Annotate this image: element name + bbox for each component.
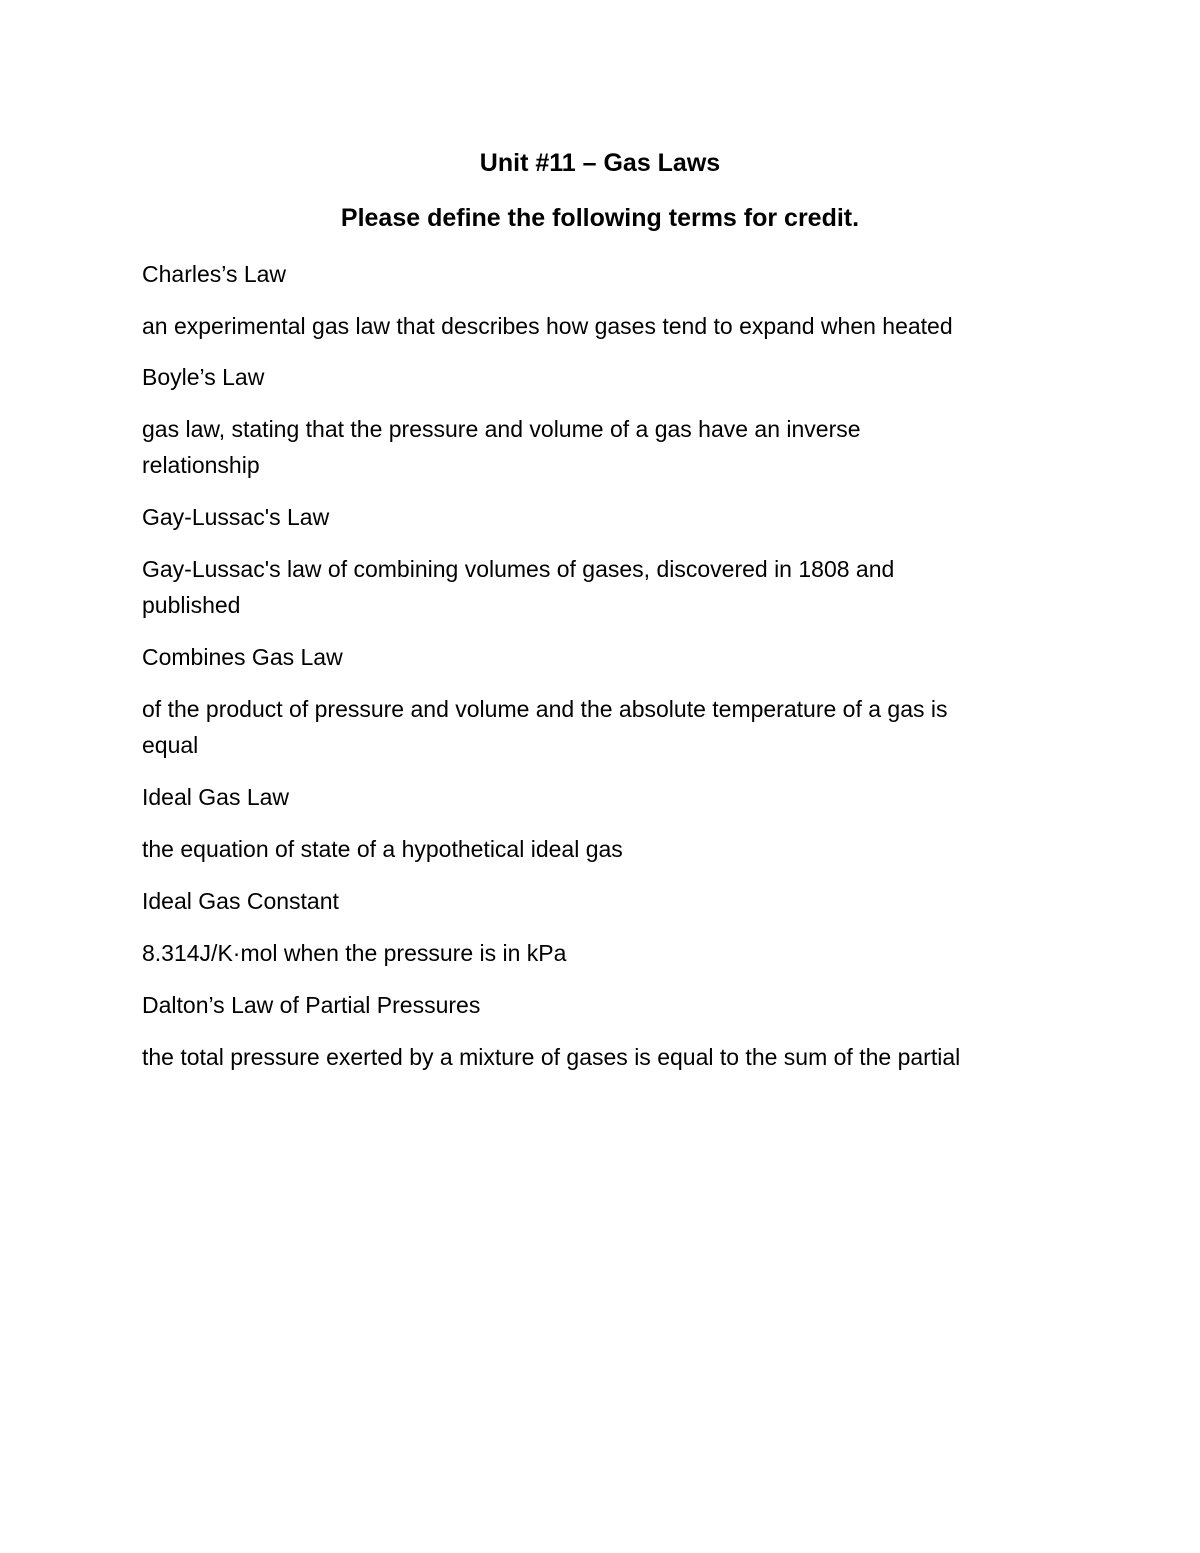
term-daltons-law: Dalton’s Law of Partial Pressures <box>142 992 481 1018</box>
definition-charles-law-line-1: an experimental gas law that describes how gases tend to expand when heated <box>142 313 953 339</box>
definition-ideal-gas-law-line-1: the equation of state of a hypothetical ideal gas <box>142 836 623 862</box>
term-ideal-gas-law: Ideal Gas Law <box>142 784 290 810</box>
definition-boyles-law-line-2: relationship <box>142 452 260 478</box>
page-title: Unit #11 – Gas Laws <box>479 149 721 177</box>
term-charles-law: Charles’s Law <box>142 261 287 287</box>
definition-combined-gas-law-line-1: of the product of pressure and volume and the absolute temperature of a gas is <box>142 696 948 722</box>
term-combined-gas-law: Combines Gas Law <box>142 644 343 670</box>
term-boyles-law: Boyle’s Law <box>142 364 265 390</box>
definition-combined-gas-law-line-2: equal <box>142 732 199 758</box>
definition-boyles-law-line-1: gas law, stating that the pressure and volume of a gas have an inverse <box>142 416 861 442</box>
term-ideal-gas-constant: Ideal Gas Constant <box>142 888 339 914</box>
definition-gay-lussacs-law-line-2: published <box>142 592 241 618</box>
page-subtitle: Please define the following terms for credit. <box>340 204 860 232</box>
term-gay-lussacs-law: Gay-Lussac's Law <box>142 504 330 530</box>
definition-ideal-gas-constant-line-1: 8.314J/K·mol when the pressure is in kPa <box>142 940 567 966</box>
definition-daltons-law-line-1: the total pressure exerted by a mixture of gases is equal to the sum of the partial <box>142 1044 961 1070</box>
definition-gay-lussacs-law-line-1: Gay-Lussac's law of combining volumes of gases, discovered in 1808 and <box>142 556 895 582</box>
